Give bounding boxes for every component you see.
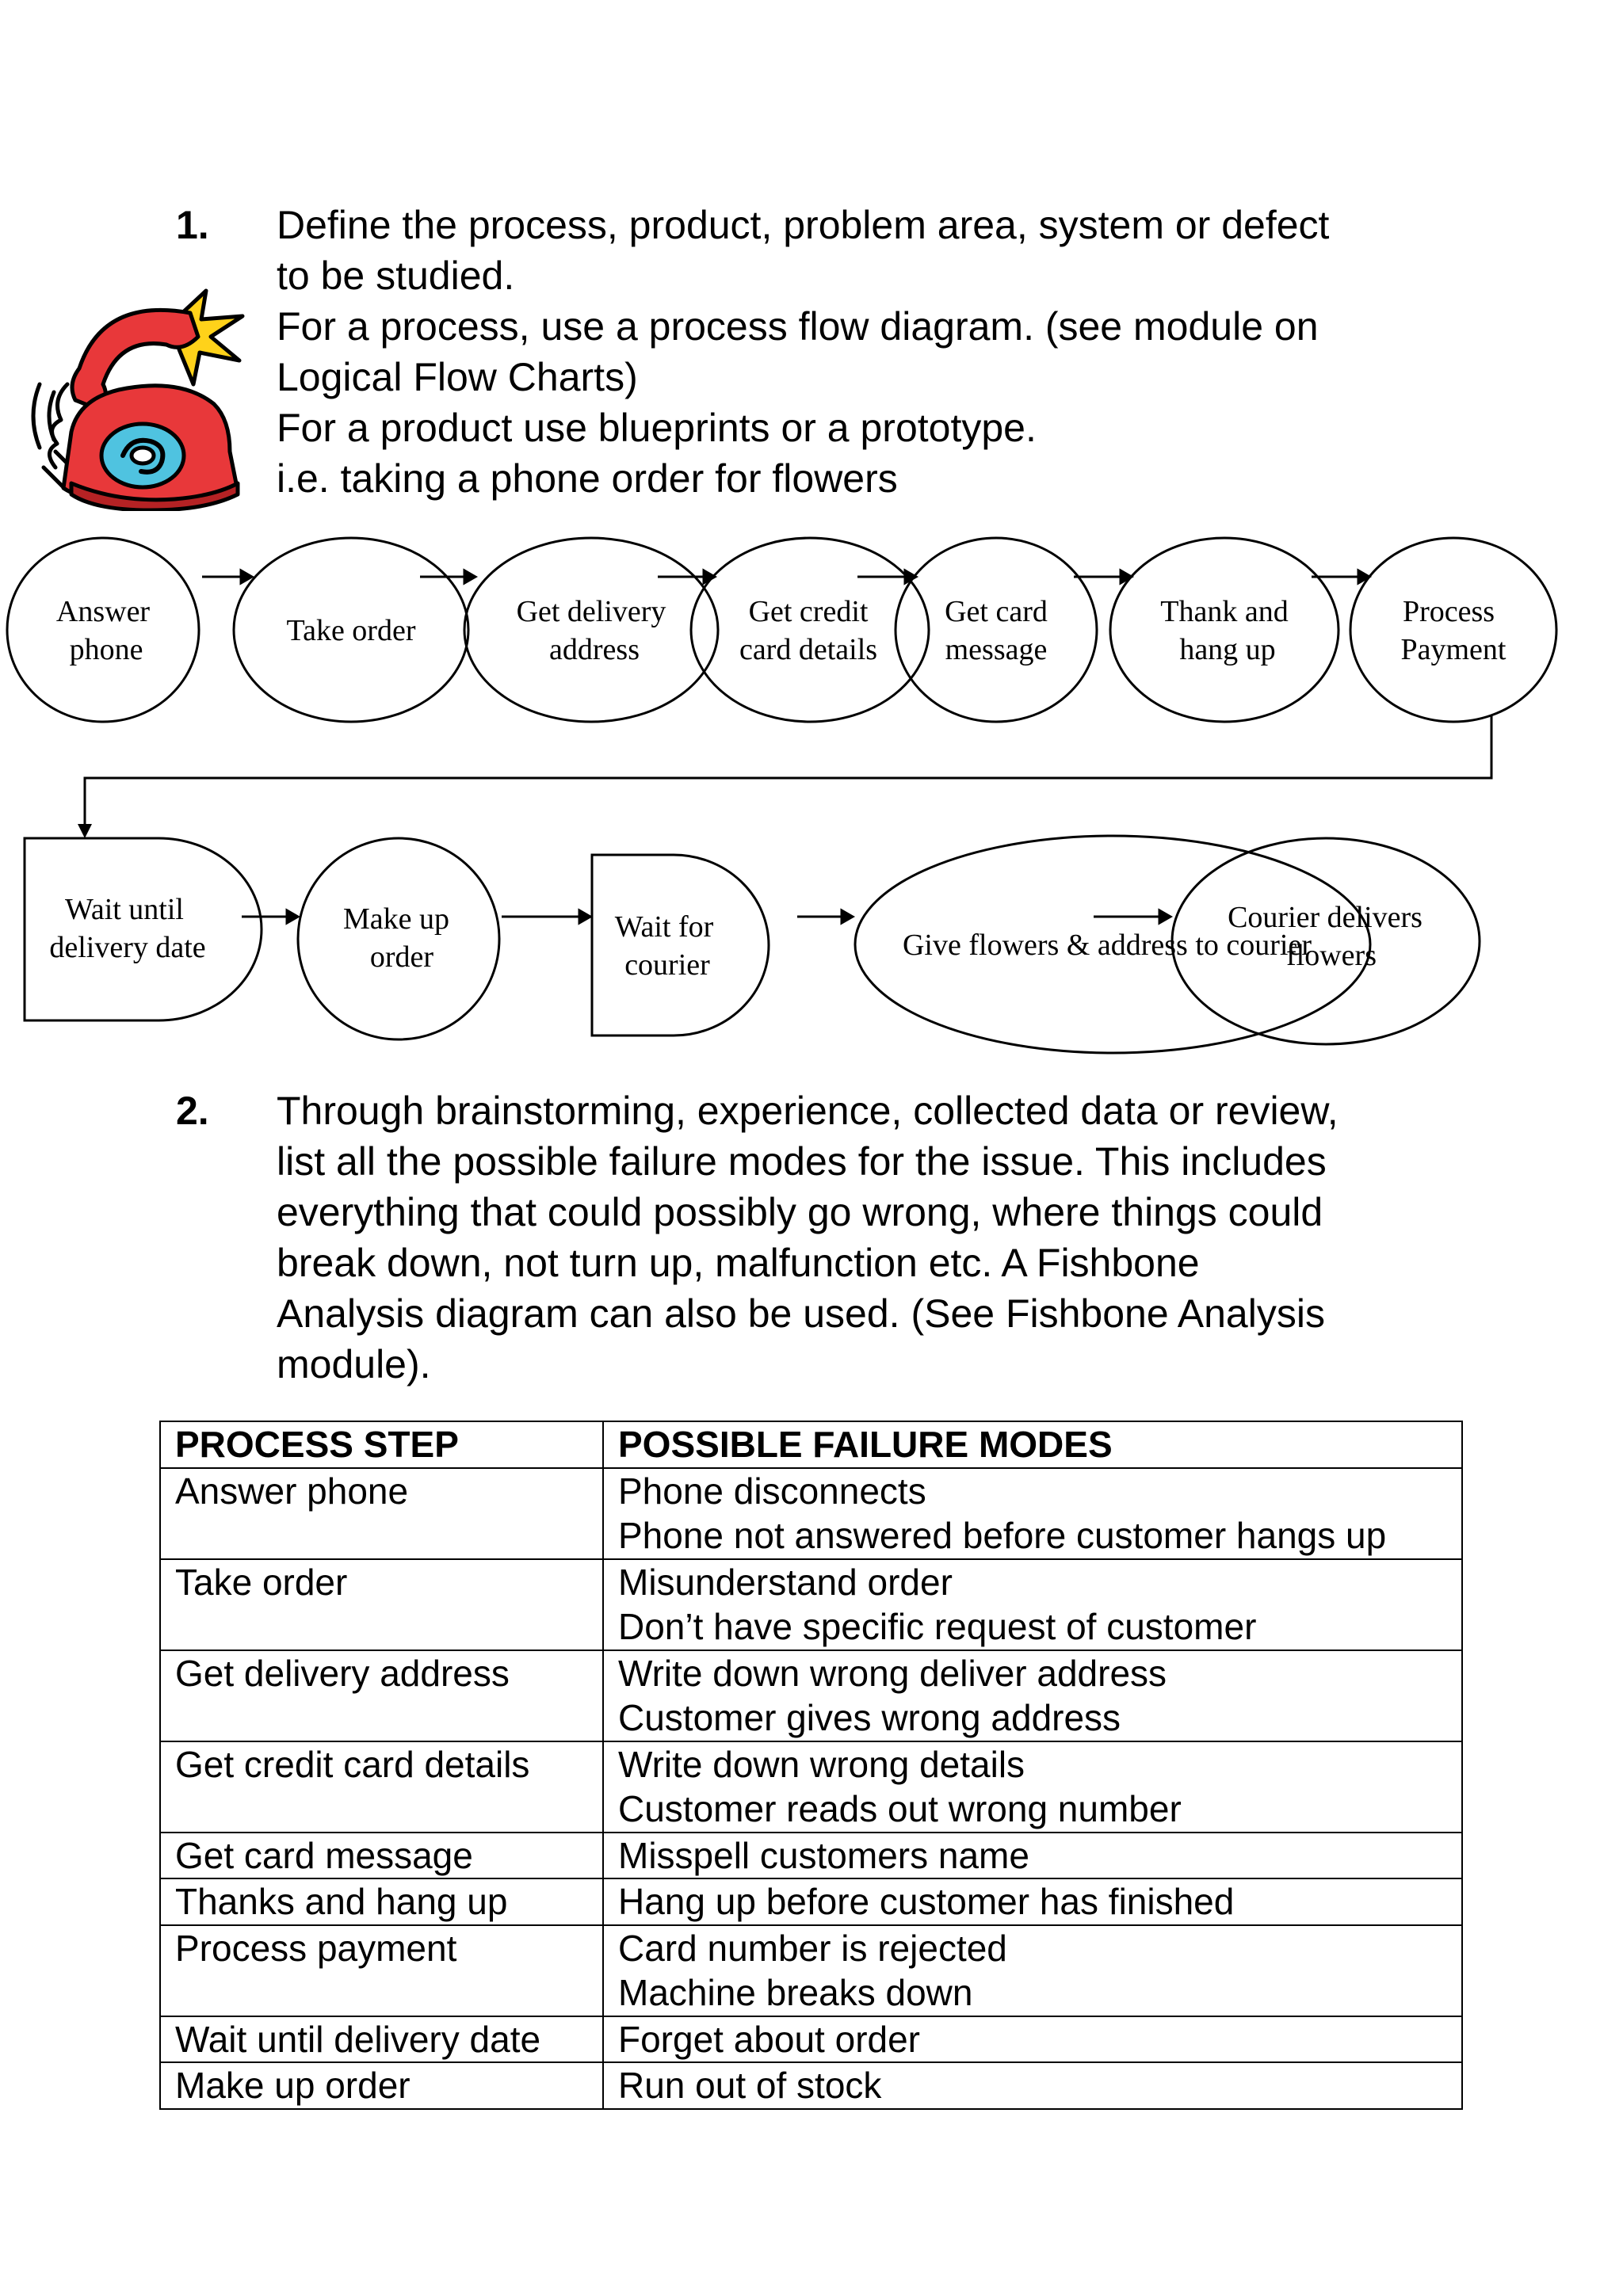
table-row	[160, 1559, 1462, 1650]
table-row	[160, 2016, 1462, 2063]
flow-label: Get delivery	[516, 595, 666, 628]
flow-label: Take order	[286, 614, 416, 647]
table-cell-modes	[603, 1559, 1462, 1650]
flow-label: Make up	[342, 902, 450, 936]
failure-mode: Don’t have specific request of customer	[618, 1606, 1257, 1647]
flow-node-process-payment	[1350, 538, 1556, 722]
table-cell-step: Thanks and hang up	[160, 1878, 603, 1925]
table-header-process-step: PROCESS STEP	[160, 1421, 603, 1468]
step-1-line: Define the process, product, problem area, system or defect	[277, 203, 1330, 247]
table-cell-step: Wait until delivery date	[160, 2016, 603, 2063]
step-1-number: 1.	[176, 203, 209, 247]
flow-label: flowers	[1286, 939, 1377, 972]
table-cell-step: Get delivery address	[160, 1650, 603, 1741]
table-cell-step: Get credit card details	[160, 1741, 603, 1833]
failure-mode: Customer gives wrong address	[618, 1697, 1121, 1738]
step-1-line: For a process, use a process flow diagram. (see module on	[277, 304, 1319, 349]
flow-label: Courier delivers	[1228, 901, 1423, 934]
table-row	[160, 1468, 1462, 1559]
failure-mode: Write down wrong details	[618, 1743, 1025, 1785]
flow-label: message	[945, 633, 1048, 666]
flow-node-answer-phone	[7, 538, 199, 722]
table-cell-modes	[603, 1650, 1462, 1741]
failure-mode: Forget about order	[618, 2018, 921, 2060]
process-flow-diagram	[0, 0, 1623, 1093]
failure-mode: Machine breaks down	[618, 1972, 973, 2013]
table-cell-step: Take order	[160, 1559, 603, 1650]
failure-mode: Phone not answered before customer hangs up	[618, 1515, 1387, 1556]
step-1-line: i.e. taking a phone order for flowers	[277, 456, 898, 501]
table-cell-modes	[603, 2062, 1462, 2109]
flow-label: Thank and	[1160, 595, 1289, 628]
table-row	[160, 1650, 1462, 1741]
table-row	[160, 1741, 1462, 1833]
step-2-line: Through brainstorming, experience, collected data or review,	[277, 1089, 1338, 1133]
flow-label: Get credit	[748, 595, 869, 628]
failure-mode: Hang up before customer has finished	[618, 1881, 1235, 1922]
flow-label: hang up	[1179, 633, 1276, 666]
flow-label: phone	[69, 633, 143, 666]
table-cell-modes	[603, 2016, 1462, 2063]
table-header-failure-modes: POSSIBLE FAILURE MODES	[603, 1421, 1462, 1468]
failure-mode: Customer reads out wrong number	[618, 1788, 1182, 1829]
table-row	[160, 1833, 1462, 1879]
flow-label: Payment	[1400, 633, 1507, 666]
failure-mode: Misspell customers name	[618, 1834, 1029, 1876]
step-2-number: 2.	[176, 1089, 209, 1133]
failure-mode: Misunderstand order	[618, 1561, 953, 1603]
flow-label: Get card	[945, 595, 1048, 628]
flow-label: Process	[1402, 595, 1495, 628]
table-row	[160, 1925, 1462, 2016]
table-cell-step: Get card message	[160, 1833, 603, 1879]
flow-node-make-up-order	[298, 838, 499, 1039]
failure-modes-table	[159, 1421, 1463, 2110]
table-cell-modes	[603, 1925, 1462, 2016]
table-cell-step: Make up order	[160, 2062, 603, 2109]
flow-node-get-card-message	[896, 538, 1097, 722]
failure-mode: Card number is rejected	[618, 1927, 1007, 1969]
table-cell-modes	[603, 1741, 1462, 1833]
table-row	[160, 1878, 1462, 1925]
flow-label: card details	[739, 633, 878, 666]
flow-arrows-row-1	[202, 570, 1369, 583]
step-1-line: to be studied.	[277, 254, 515, 298]
flow-label: courier	[624, 948, 710, 982]
step-1-line: Logical Flow Charts)	[277, 355, 638, 399]
flow-node-get-credit-card	[691, 538, 929, 722]
step-2-line: module).	[277, 1342, 431, 1386]
step-2-text	[277, 1085, 1338, 1390]
failure-mode: Run out of stock	[618, 2065, 882, 2106]
table-row	[160, 2062, 1462, 2109]
flow-connector	[85, 715, 1491, 830]
flow-connector-arrowhead	[78, 824, 92, 838]
flow-label: order	[369, 940, 434, 974]
flow-label: Give flowers & address to courier	[902, 929, 1312, 962]
failure-mode: Phone disconnects	[618, 1470, 926, 1512]
step-2-line: Analysis diagram can also be used. (See Fishbone Analysis	[277, 1291, 1325, 1336]
flow-label: address	[549, 633, 640, 666]
flow-node-wait-for-courier	[592, 855, 769, 1035]
flow-label: Wait for	[614, 910, 714, 944]
flow-label: Wait until	[65, 893, 184, 926]
step-1-line: For a product use blueprints or a prototype.	[277, 406, 1037, 450]
table-cell-modes	[603, 1833, 1462, 1879]
step-2-line: list all the possible failure modes for the issue. This includes	[277, 1139, 1327, 1184]
step-2-line: break down, not turn up, malfunction etc. A Fishbone	[277, 1241, 1200, 1285]
step-2-line: everything that could possibly go wrong, where things could	[277, 1190, 1323, 1234]
failure-mode: Write down wrong deliver address	[618, 1652, 1167, 1694]
flow-label: Answer	[55, 595, 151, 628]
table-cell-step: Answer phone	[160, 1468, 603, 1559]
table-cell-modes	[603, 1878, 1462, 1925]
flow-label: delivery date	[49, 931, 206, 964]
table-cell-step: Process payment	[160, 1925, 603, 2016]
table-cell-modes	[603, 1468, 1462, 1559]
flow-node-wait-delivery-date	[25, 838, 262, 1020]
flow-node-thank-hang-up	[1110, 538, 1338, 722]
table-header-row	[160, 1421, 1462, 1468]
flow-node-get-delivery-address	[464, 538, 718, 722]
